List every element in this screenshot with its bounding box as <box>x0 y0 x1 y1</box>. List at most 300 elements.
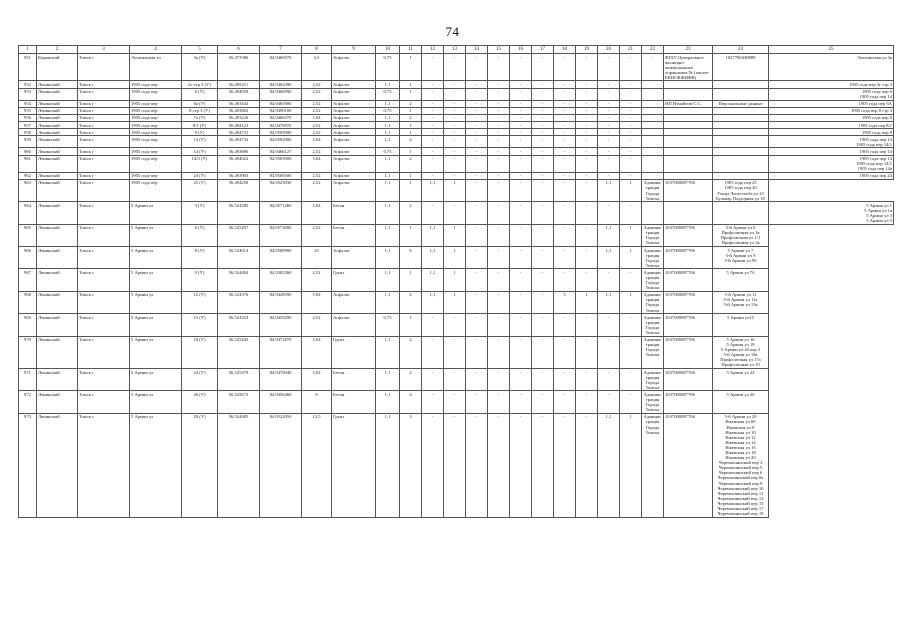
table-cell: - <box>510 88 532 100</box>
table-cell: Грунт <box>332 269 376 291</box>
table-cell: 5-й Армии ул 11 5-й Армии ул 11а 5-й Армии ул 13а <box>713 291 769 313</box>
table-cell: 6а (У) <box>182 100 218 107</box>
table-cell: - <box>510 179 532 201</box>
table-cell: - <box>422 114 444 121</box>
table-cell: Томск г <box>78 336 130 369</box>
table-cell: - <box>422 129 444 136</box>
table-cell: Грунт <box>332 413 376 517</box>
table-cell: 1,1 <box>376 224 400 246</box>
table-cell: 56,524484 <box>218 269 260 291</box>
table-cell: - <box>510 291 532 313</box>
table-cell: - <box>576 136 598 148</box>
table-cell: 1 <box>444 224 466 246</box>
table-cell: - <box>444 391 466 413</box>
table-cell: - <box>598 148 620 155</box>
table-cell <box>664 136 713 148</box>
table-cell: 6 (У) <box>182 224 218 246</box>
table-cell: - <box>554 336 576 369</box>
table-cell: 84,9428590 <box>260 291 302 313</box>
table-row <box>19 81 894 88</box>
table-cell: Ленинский <box>37 224 78 246</box>
table-cell: 14 (У) <box>182 148 218 155</box>
table-cell: - <box>466 114 488 121</box>
table-cell: 56,494022 <box>218 155 260 172</box>
table-cell: - <box>598 155 620 172</box>
table-cell: 56,525445 <box>218 336 260 369</box>
table-cell: - <box>488 413 510 517</box>
table-cell: - <box>510 107 532 114</box>
table-cell: - <box>532 202 554 224</box>
table-cell: 2 <box>400 291 422 313</box>
column-header-14: 14 <box>466 46 488 54</box>
table-cell: 7а (У) <box>182 114 218 121</box>
table-cell: - <box>466 122 488 129</box>
table-cell: Ленинский <box>37 100 78 107</box>
table-cell: 1 <box>400 122 422 129</box>
column-header-20: 20 <box>598 46 620 54</box>
table-cell: - <box>598 129 620 136</box>
table-cell: Ленинский <box>37 88 78 100</box>
table-cell: - <box>532 107 554 114</box>
table-cell: - <box>620 88 642 100</box>
table-cell: Ленинский <box>37 148 78 155</box>
table-cell: - <box>444 369 466 391</box>
table-row <box>19 148 894 155</box>
table-cell: - <box>576 148 598 155</box>
table-cell: 959 <box>19 136 37 148</box>
table-cell: Томск г <box>78 100 130 107</box>
table-cell: - <box>422 336 444 369</box>
table-cell: 1,1 <box>376 81 400 88</box>
table-cell: - <box>598 107 620 114</box>
table-cell: - <box>422 148 444 155</box>
table-cell: - <box>488 202 510 224</box>
table-cell: Асфальт <box>332 88 376 100</box>
table-cell: 2,52 <box>302 314 332 336</box>
table-cell: 84,9456460 <box>260 391 302 413</box>
column-header-9: 9 <box>332 46 376 54</box>
table-cell: - <box>422 122 444 129</box>
table-cell: - <box>554 107 576 114</box>
table-cell: - <box>422 391 444 413</box>
table-cell: - <box>488 336 510 369</box>
column-header-21: 21 <box>620 46 642 54</box>
table-cell: 84,9476970 <box>260 122 302 129</box>
table-cell: 1,1 <box>376 247 400 269</box>
table-cell: 1,1 <box>376 202 400 224</box>
table-cell: Ленинский <box>37 114 78 121</box>
table-cell: Асфальт <box>332 155 376 172</box>
table-cell: 5 Армии ул <box>130 413 182 517</box>
table-cell: - <box>576 314 598 336</box>
table-cell: 84,9466470 <box>260 114 302 121</box>
table-cell: Ленинский <box>37 122 78 129</box>
table-cell: 84,9435290 <box>260 314 302 336</box>
table-cell: 84,9466127 <box>260 148 302 155</box>
table-cell: - <box>598 202 620 224</box>
table-cell: Ленинский <box>37 391 78 413</box>
table-cell: 5,04 <box>302 202 332 224</box>
table-cell: - <box>510 122 532 129</box>
table-cell: - <box>532 136 554 148</box>
table-cell: Асфальт <box>332 172 376 179</box>
column-header-18: 18 <box>554 46 576 54</box>
table-cell: 5 Армии ул 24 <box>713 369 769 391</box>
table-cell: 5 Армии ул 7 5-й Армии ул 9 5-й Армии ул 9б <box>713 247 769 269</box>
column-header-6: 6 <box>218 46 260 54</box>
table-cell: Грунт <box>332 336 376 369</box>
table-cell: 1905 года пер <box>130 129 182 136</box>
table-cell: 1905 года пер <box>130 81 182 88</box>
table-cell: - <box>554 148 576 155</box>
table-cell: 1905 года пер 25 1905 года пер 20 Улица Лепестьеба ул 23 Бульвар Подгорная ул 18 <box>713 179 769 201</box>
table-cell: - <box>532 100 554 107</box>
table-cell: 5 Армии ул <box>130 369 182 391</box>
column-header-16: 16 <box>510 46 532 54</box>
table-cell: 1,1 <box>376 413 400 517</box>
table-cell: - <box>620 172 642 179</box>
table-cell: 1 <box>400 172 422 179</box>
table-cell: - <box>510 202 532 224</box>
table-cell: 56,525673 <box>218 391 260 413</box>
table-cell: 1,1 <box>376 269 400 291</box>
table-cell: 957 <box>19 122 37 129</box>
table-cell: - <box>620 148 642 155</box>
table-cell: 1037000087706 <box>664 291 713 313</box>
table-cell: 56,493862 <box>218 107 260 114</box>
table-cell: 2,52 <box>302 129 332 136</box>
table-cell: - <box>554 81 576 88</box>
column-header-1: 1 <box>19 46 37 54</box>
column-header-22: 22 <box>642 46 664 54</box>
table-cell: 56,494731 <box>218 129 260 136</box>
table-cell: 3,5 <box>302 54 332 81</box>
table-cell <box>664 122 713 129</box>
table-cell: 84,9522050 <box>260 413 302 517</box>
table-row <box>19 179 894 201</box>
table-cell: - <box>466 148 488 155</box>
table-cell: 84,9469570 <box>260 54 302 81</box>
table-row <box>19 88 894 100</box>
table-cell: - <box>620 136 642 148</box>
table-cell: - <box>510 391 532 413</box>
table-cell: Томск г <box>78 155 130 172</box>
table-cell: 1 <box>620 291 642 313</box>
table-cell: 1 <box>576 291 598 313</box>
table-cell: Администрация Города Томска <box>642 369 664 391</box>
table-cell: 84,9502900 <box>260 136 302 148</box>
table-cell: 3 (У) <box>182 202 218 224</box>
table-cell: Ленинский <box>37 129 78 136</box>
table-cell: 84,9465900 <box>260 100 302 107</box>
table-cell: - <box>532 269 554 291</box>
table-cell: 84,9503990 <box>260 129 302 136</box>
column-header-7: 7 <box>260 46 302 54</box>
table-cell: 1,1 <box>376 122 400 129</box>
table-cell: - <box>488 129 510 136</box>
table-cell: 2,52 <box>302 179 332 201</box>
table-cell: - <box>620 54 642 81</box>
table-cell: Ленинский <box>37 314 78 336</box>
table-cell: Томск г <box>78 107 130 114</box>
table-cell: 8/1 (У) <box>182 122 218 129</box>
table-cell: - <box>576 107 598 114</box>
table-cell: 1905 года пер <box>130 148 182 155</box>
table-row <box>19 336 894 369</box>
table-cell: 971 <box>19 369 37 391</box>
table-cell: Асфальт <box>332 247 376 269</box>
table-cell: - <box>532 336 554 369</box>
table-cell: - <box>532 54 554 81</box>
table-cell: 56,494121 <box>218 122 260 129</box>
table-cell: - <box>620 129 642 136</box>
table-cell: Томск г <box>78 148 130 155</box>
table-cell: - <box>510 129 532 136</box>
table-cell <box>713 107 769 114</box>
table-cell: 1905 года пер 8 стр 3 <box>769 107 894 114</box>
table-cell: 5 Армии ул <box>130 336 182 369</box>
table-cell: Асфальт <box>332 291 376 313</box>
table-cell: 1 <box>400 54 422 81</box>
table-cell: 1905 года пер <box>130 136 182 148</box>
table-cell: 2 <box>400 100 422 107</box>
table-cell: - <box>444 136 466 148</box>
table-cell <box>664 81 713 88</box>
table-row <box>19 369 894 391</box>
table-cell: - <box>466 269 488 291</box>
table-cell: 1 <box>400 179 422 201</box>
table-cell: 84,9506500 <box>260 172 302 179</box>
table-cell: 84,9569990 <box>260 247 302 269</box>
table-row <box>19 172 894 179</box>
table-cell: 1037000087706 <box>664 369 713 391</box>
table-cell: - <box>598 122 620 129</box>
table-cell: 1 <box>400 269 422 291</box>
table-cell: Томск г <box>78 172 130 179</box>
table-cell: 5 Армии ул <box>130 291 182 313</box>
table-cell: Ленинский <box>37 413 78 517</box>
table-cell: 2,52 <box>302 88 332 100</box>
table-cell: Ленинский <box>37 155 78 172</box>
table-cell: 5 Армии ул <box>130 247 182 269</box>
table-cell: 24 (У) <box>182 172 218 179</box>
table-cell: 5-й Армии ул 29 Ижевская ул 6б Ижевская ул 8 Ижевская ул 10 Ижевская ул 12 Ижевская ул 14 Ижевская ул 16 Ижевская ул 18 Ижевская ул 20 Черемошинский пер 3 Черемошинский пер 5 Черемошинский пер 6 Черемошинский пер 8а Черемошинский пер 9 Черемошинский пер 10 Черемошинский пер 11 Черемошинский пер 13 Черемошинский пер 15 Черемошинский пер 17 Черемошинский пер 19 <box>713 413 769 517</box>
table-cell: Томск г <box>78 291 130 313</box>
table-cell: 2 <box>400 114 422 121</box>
table-cell: - <box>554 413 576 517</box>
table-cell: - <box>554 179 576 201</box>
table-cell: 15 (У) <box>182 314 218 336</box>
table-cell: 5,04 <box>302 114 332 121</box>
table-cell: 954 <box>19 100 37 107</box>
table-cell: Бетон <box>332 391 376 413</box>
table-cell: - <box>488 88 510 100</box>
table-cell: 1037000087706 <box>664 269 713 291</box>
table-cell: - <box>510 54 532 81</box>
table-cell: 5 Армии ул <box>130 314 182 336</box>
table-cell: 0,75 <box>376 314 400 336</box>
table-cell: Томск г <box>78 179 130 201</box>
table-row <box>19 391 894 413</box>
table-cell: - <box>488 107 510 114</box>
table-cell: - <box>422 314 444 336</box>
table-cell: 951 <box>19 54 37 81</box>
table-cell: 1,1 <box>376 179 400 201</box>
table-cell: 1,1 <box>376 291 400 313</box>
table-cell: - <box>554 114 576 121</box>
table-cell: 2,52 <box>302 224 332 246</box>
table-cell: 1,1 <box>598 247 620 269</box>
table-cell: 1,1 <box>376 155 400 172</box>
table-row <box>19 136 894 148</box>
table-cell: Ленинский <box>37 291 78 313</box>
column-header-25: 25 <box>769 46 894 54</box>
table-cell <box>713 172 769 179</box>
table-cell: 8 стр 3 (У) <box>182 107 218 114</box>
table-cell: - <box>554 391 576 413</box>
table-cell: 1037000087706 <box>664 179 713 201</box>
table-cell: 5 Армии ул <box>130 269 182 291</box>
table-cell: 1905 года пер 24 <box>769 172 894 179</box>
table-cell: - <box>576 247 598 269</box>
table-cell: - <box>532 155 554 172</box>
table-cell: 4 <box>400 391 422 413</box>
table-cell: 963 <box>19 179 37 201</box>
table-cell: Томск г <box>78 413 130 517</box>
table-cell: 5 Армии ул <box>130 202 182 224</box>
table-cell: - <box>620 155 642 172</box>
table-cell: - <box>466 202 488 224</box>
table-cell: - <box>466 413 488 517</box>
table-cell: - <box>510 81 532 88</box>
table-cell: - <box>620 336 642 369</box>
table-cell: Томск г <box>78 122 130 129</box>
table-cell: - <box>576 122 598 129</box>
table-header-row <box>19 46 894 54</box>
table-cell: 955 <box>19 107 37 114</box>
column-header-3: 3 <box>78 46 130 54</box>
table-cell: - <box>598 54 620 81</box>
table-cell: Асфальт <box>332 100 376 107</box>
table-cell: Ленинский <box>37 369 78 391</box>
table-cell: 0,75 <box>376 107 400 114</box>
table-cell: Ленинский <box>37 107 78 114</box>
table-cell: 1,1 <box>422 224 444 246</box>
table-cell: - <box>466 179 488 201</box>
table-cell: 84,9490100 <box>260 107 302 114</box>
table-cell: - <box>598 100 620 107</box>
table-cell: - <box>444 155 466 172</box>
table-cell: 1905 года пер <box>130 100 182 107</box>
table-cell: - <box>422 107 444 114</box>
table-cell: - <box>532 391 554 413</box>
table-cell: Асфальт <box>332 129 376 136</box>
table-cell: 1 <box>400 107 422 114</box>
table-cell <box>642 114 664 121</box>
table-cell: 1905 года пер <box>130 122 182 129</box>
table-cell: - <box>488 81 510 88</box>
table-cell: - <box>598 114 620 121</box>
table-cell: 2 <box>400 136 422 148</box>
table-cell: Томск г <box>78 269 130 291</box>
table-cell: 12 (У) <box>182 291 218 313</box>
table-cell: 56,524614 <box>218 247 260 269</box>
table-cell: 1,1 <box>376 369 400 391</box>
table-cell <box>664 129 713 136</box>
table-cell: Асфальт <box>332 179 376 201</box>
table-cell: 1 <box>444 247 466 269</box>
table-cell: - <box>598 314 620 336</box>
table-cell: 56,494058 <box>218 88 260 100</box>
table-cell: Ленинский <box>37 81 78 88</box>
table-cell: 1037000087706 <box>664 413 713 517</box>
column-header-8: 8 <box>302 46 332 54</box>
table-cell: 84,9471870 <box>260 336 302 369</box>
table-cell <box>664 148 713 155</box>
table-cell: 56,525379 <box>218 369 260 391</box>
table-cell: 958 <box>19 129 37 136</box>
table-cell: Асфальт <box>332 148 376 155</box>
table-cell: - <box>554 247 576 269</box>
table-cell: Администрация Города Томска <box>642 336 664 369</box>
table-cell: - <box>444 114 466 121</box>
table-cell: 1 <box>620 413 642 517</box>
table-cell: 5 Армии ул <box>130 224 182 246</box>
table-cell: - <box>510 148 532 155</box>
table-cell: - <box>620 269 642 291</box>
table-cell: - <box>444 172 466 179</box>
table-cell: - <box>620 122 642 129</box>
table-cell: 56,494732 <box>218 136 260 148</box>
table-cell <box>664 107 713 114</box>
table-cell: - <box>620 202 642 224</box>
table-cell: - <box>444 122 466 129</box>
table-cell: 3а (У) <box>182 54 218 81</box>
table-cell <box>664 88 713 100</box>
table-cell <box>642 148 664 155</box>
table-cell: - <box>554 100 576 107</box>
table-cell: Бетон <box>332 369 376 391</box>
table-cell: - <box>554 54 576 81</box>
table-cell: 1 <box>400 224 422 246</box>
table-cell: Ленинский <box>37 179 78 201</box>
table-cell: - <box>510 269 532 291</box>
table-cell: - <box>488 291 510 313</box>
table-cell: Томск г <box>78 314 130 336</box>
table-cell: - <box>554 369 576 391</box>
table-cell: - <box>510 114 532 121</box>
table-cell: 961 <box>19 155 37 172</box>
table-cell: - <box>532 122 554 129</box>
table-cell: 1 <box>400 88 422 100</box>
table-cell <box>642 100 664 107</box>
table-row <box>19 155 894 172</box>
table-cell: 24 (У) <box>182 369 218 391</box>
table-cell: 1905 года пер <box>130 155 182 172</box>
table-cell: 1905 года пер 9 <box>769 129 894 136</box>
table-cell: Администрация Города Томска <box>642 391 664 413</box>
table-row <box>19 269 894 291</box>
table-cell: 1905 года пер 14 1905 года пер 14/1 1905 года пер 14а <box>769 155 894 172</box>
table-cell <box>642 155 664 172</box>
table-cell: - <box>532 81 554 88</box>
table-cell: - <box>620 81 642 88</box>
table-cell: 0,75 <box>376 54 400 81</box>
table-cell: 84,9470040 <box>260 369 302 391</box>
table-cell: - <box>444 413 466 517</box>
page-number: 74 <box>445 24 460 39</box>
table-row <box>19 122 894 129</box>
